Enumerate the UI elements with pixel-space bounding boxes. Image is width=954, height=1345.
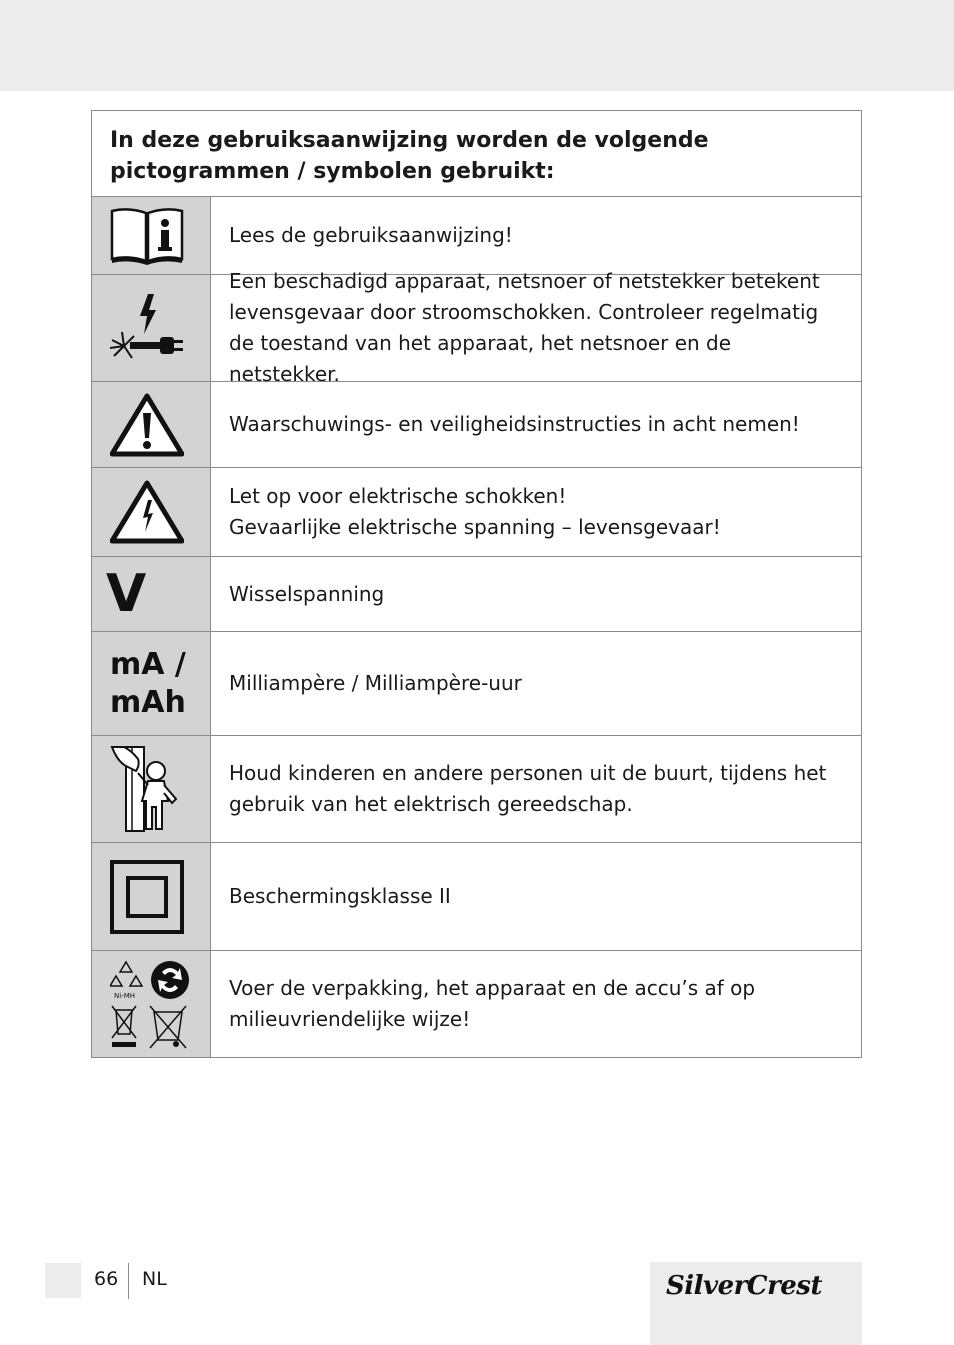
symbol-description [211, 382, 861, 467]
symbols-table [91, 110, 862, 1058]
symbol-description [211, 269, 861, 386]
table-title: In deze gebruiksaanwijzing worden de volgende pictogrammen / symbolen gebruikt: [110, 128, 709, 184]
symbol-row [92, 632, 861, 736]
symbol-row [92, 269, 861, 386]
symbol-row [92, 843, 861, 951]
description-text: Voer de verpakking, het apparaat en de accu’s af op milieuvriendelijke wijze! [229, 976, 756, 1031]
icon-cell [92, 557, 211, 631]
symbol-description [211, 736, 861, 842]
table-header [92, 111, 861, 197]
description-text: Beschermingsklasse II [229, 884, 451, 908]
symbol-row [92, 736, 861, 843]
symbol-row [92, 468, 861, 557]
icon-cell [92, 843, 211, 950]
book-info-icon [110, 207, 184, 265]
icon-cell [92, 951, 211, 1057]
description-text: Let op voor elektrische schokken! Gevaarlijke elektrische spanning – levensgevaar! [229, 484, 721, 539]
icon-cell [92, 275, 211, 381]
symbol-row [92, 382, 861, 468]
symbol-row [92, 951, 861, 1057]
language-code: NL [142, 1268, 167, 1290]
warning-triangle-icon [110, 393, 184, 457]
symbol-description [211, 468, 861, 556]
symbol-description [211, 951, 861, 1057]
description-text: Milliampère / Milliampère-uur [229, 671, 522, 695]
milliampere-icon: mA / mAh [110, 646, 186, 720]
icon-cell [92, 468, 211, 556]
alternating-voltage-icon: V [106, 564, 147, 624]
description-text: Een beschadigd apparaat, netsnoer of netstekker betekent levensgevaar door stroomschokken. Controleer regelmatig de toestand van het apparaat, het netsnoer en de netstekker. [229, 269, 820, 386]
symbol-description [211, 197, 861, 274]
symbol-description [211, 632, 861, 735]
protection-class-ii-icon [110, 860, 184, 934]
damaged-cord-icon [110, 290, 186, 366]
top-band [0, 0, 954, 91]
symbol-row [92, 557, 861, 632]
symbol-description [211, 557, 861, 631]
icon-cell [92, 382, 211, 467]
keep-children-away-icon [110, 745, 184, 833]
description-text: Lees de gebruiksaanwijzing! [229, 223, 513, 247]
symbol-row [92, 197, 861, 275]
recycling-disposal-icon [110, 958, 192, 1050]
description-text: Wisselspanning [229, 581, 385, 606]
footer-marker [45, 1263, 81, 1298]
electric-shock-icon [110, 480, 184, 544]
symbol-description [211, 843, 861, 950]
brand-box [650, 1262, 862, 1345]
description-text: Houd kinderen en andere personen uit de buurt, tijdens het gebruik van het elektrisch gereedschap. [229, 761, 827, 816]
footer-divider [128, 1263, 129, 1299]
nimh-label: Ni-MH [114, 992, 136, 1000]
page-number: 66 [94, 1268, 119, 1290]
icon-cell [92, 736, 211, 842]
description-text: Waarschuwings- en veiligheidsinstructies in acht nemen! [229, 412, 800, 436]
icon-cell [92, 632, 211, 735]
brand-logo: SilverCrest [666, 1271, 822, 1301]
icon-cell [92, 197, 211, 274]
